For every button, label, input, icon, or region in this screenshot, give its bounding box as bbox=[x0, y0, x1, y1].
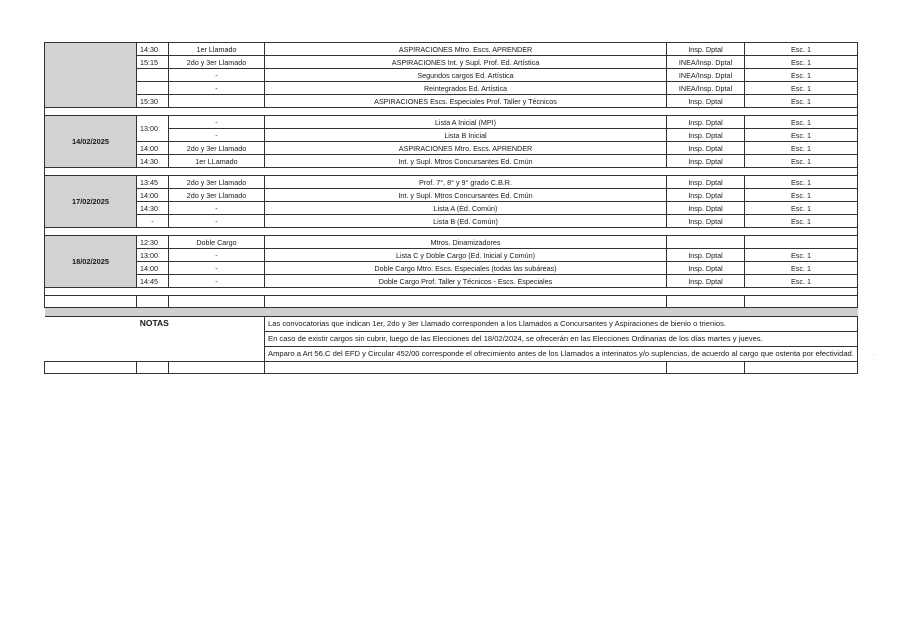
call-cell: 1er LLamado bbox=[169, 155, 265, 168]
inspection-cell: Insp. Dptal bbox=[667, 189, 745, 202]
time-cell: 13:00 bbox=[137, 249, 169, 262]
inspection-cell: INEA/Insp. Dptal bbox=[667, 56, 745, 69]
table-row bbox=[45, 176, 858, 189]
table-row bbox=[45, 116, 858, 129]
inspection-cell: Insp. Dptal bbox=[667, 43, 745, 56]
call-cell: - bbox=[169, 82, 265, 95]
call-cell: 2do y 3er Llamado bbox=[169, 176, 265, 189]
date-cell: 14/02/2025 bbox=[45, 116, 137, 168]
date-cell: 18/02/2025 bbox=[45, 236, 137, 288]
call-cell: Doble Cargo bbox=[169, 236, 265, 249]
call-cell bbox=[169, 95, 265, 108]
empty-cell bbox=[169, 362, 265, 374]
note-item: Amparo a Art 56.C del EFD y Circular 452/00 corresponde el ofrecimiento antes de los Llamados a interinatos y/o suplencias, de acuerdo al cargo que ostenta por efectividad. bbox=[265, 347, 858, 362]
date-cell bbox=[45, 43, 137, 108]
time-cell: 14:30 bbox=[137, 43, 169, 56]
time-cell: 14:30 bbox=[137, 155, 169, 168]
school-cell: Esc. 1 bbox=[745, 56, 858, 69]
call-cell: - bbox=[169, 129, 265, 142]
inspection-cell: Insp. Dptal bbox=[667, 275, 745, 288]
table-row bbox=[45, 249, 858, 262]
empty-cell bbox=[745, 362, 858, 374]
description-cell: Doble Cargo Mtro. Escs. Especiales (todas las subáreas) bbox=[265, 262, 667, 275]
gray-band bbox=[45, 308, 858, 317]
inspection-cell: Insp. Dptal bbox=[667, 116, 745, 129]
table-row bbox=[45, 155, 858, 168]
description-cell: Lista C y Doble Cargo (Ed. Inicial y Común) bbox=[265, 249, 667, 262]
time-cell bbox=[137, 69, 169, 82]
time-cell: 15:15 bbox=[137, 56, 169, 69]
inspection-cell: Insp. Dptal bbox=[667, 202, 745, 215]
school-cell: Esc. 1 bbox=[745, 202, 858, 215]
inspection-cell: Insp. Dptal bbox=[667, 142, 745, 155]
time-cell: 15:30 bbox=[137, 95, 169, 108]
schedule-table bbox=[44, 42, 858, 374]
call-cell: - bbox=[169, 275, 265, 288]
call-cell: 2do y 3er Llamado bbox=[169, 56, 265, 69]
table-row bbox=[45, 43, 858, 56]
description-cell: Segundos cargos Ed. Artística bbox=[265, 69, 667, 82]
empty-cell bbox=[137, 296, 169, 308]
inspection-cell: Insp. Dptal bbox=[667, 215, 745, 228]
description-cell: Lista B Inicial bbox=[265, 129, 667, 142]
description-cell: Mtros. Dinamizadores bbox=[265, 236, 667, 249]
empty-cell bbox=[265, 362, 667, 374]
school-cell: Esc. 1 bbox=[745, 69, 858, 82]
call-cell: - bbox=[169, 262, 265, 275]
separator-row bbox=[45, 288, 858, 296]
time-cell: 13:00 bbox=[137, 116, 169, 142]
table-row bbox=[45, 142, 858, 155]
school-cell: Esc. 1 bbox=[745, 249, 858, 262]
school-cell: Esc. 1 bbox=[745, 189, 858, 202]
time-cell: 14:00 bbox=[137, 262, 169, 275]
call-cell: - bbox=[169, 215, 265, 228]
table-row bbox=[45, 189, 858, 202]
inspection-cell: Insp. Dptal bbox=[667, 249, 745, 262]
call-cell: - bbox=[169, 249, 265, 262]
description-cell: ASPIRACIONES Mtro. Escs. APRENDER bbox=[265, 43, 667, 56]
inspection-cell: INEA/Insp. Dptal bbox=[667, 82, 745, 95]
table-row bbox=[45, 95, 858, 108]
empty-cell bbox=[745, 296, 858, 308]
school-cell: Esc. 1 bbox=[745, 142, 858, 155]
description-cell: ASPIRACIONES Int. y Supl. Prof. Ed. Artística bbox=[265, 56, 667, 69]
time-cell: 14:00 bbox=[137, 142, 169, 155]
time-cell: 14:30 bbox=[137, 202, 169, 215]
inspection-cell: INEA/Insp. Dptal bbox=[667, 69, 745, 82]
school-cell: Esc. 1 bbox=[745, 262, 858, 275]
school-cell bbox=[745, 236, 858, 249]
inspection-cell: Insp. Dptal bbox=[667, 176, 745, 189]
description-cell: Reintegrados Ed. Artística bbox=[265, 82, 667, 95]
description-cell: Int. y Supl. Mtros Concursantes Ed. Cmún bbox=[265, 189, 667, 202]
separator-cell bbox=[45, 168, 858, 176]
empty-row bbox=[45, 362, 858, 374]
time-cell: 14:00 bbox=[137, 189, 169, 202]
inspection-cell: Insp. Dptal bbox=[667, 95, 745, 108]
table-row bbox=[45, 236, 858, 249]
call-cell: - bbox=[169, 116, 265, 129]
school-cell: Esc. 1 bbox=[745, 43, 858, 56]
empty-cell bbox=[137, 362, 169, 374]
separator-row bbox=[45, 228, 858, 236]
table-row bbox=[45, 262, 858, 275]
table-row bbox=[45, 56, 858, 69]
school-cell: Esc. 1 bbox=[745, 155, 858, 168]
description-cell: ASPIRACIONES Escs. Especiales Prof. Taller y Técnicos bbox=[265, 95, 667, 108]
school-cell: Esc. 1 bbox=[745, 95, 858, 108]
inspection-cell: Insp. Dptal bbox=[667, 262, 745, 275]
table-row bbox=[45, 202, 858, 215]
time-cell: 12:30 bbox=[137, 236, 169, 249]
call-cell: 1er Llamado bbox=[169, 43, 265, 56]
school-cell: Esc. 1 bbox=[745, 215, 858, 228]
time-cell bbox=[137, 82, 169, 95]
empty-row bbox=[45, 296, 858, 308]
empty-cell bbox=[265, 296, 667, 308]
table-row bbox=[45, 215, 858, 228]
empty-cell bbox=[667, 296, 745, 308]
separator-cell bbox=[45, 108, 858, 116]
call-cell: - bbox=[169, 202, 265, 215]
time-cell: - bbox=[137, 215, 169, 228]
description-cell: Lista A Inicial (MPI) bbox=[265, 116, 667, 129]
inspection-cell bbox=[667, 236, 745, 249]
schedule-sheet bbox=[44, 42, 857, 374]
separator-cell bbox=[45, 288, 858, 296]
notes-title: NOTAS bbox=[139, 318, 169, 328]
empty-cell bbox=[45, 362, 137, 374]
notes-row bbox=[45, 317, 858, 332]
separator-row bbox=[45, 168, 858, 176]
call-cell: 2do y 3er Llamado bbox=[169, 142, 265, 155]
date-cell: 17/02/2025 bbox=[45, 176, 137, 228]
call-cell: - bbox=[169, 69, 265, 82]
gray-band-cell bbox=[45, 308, 858, 317]
description-cell: Prof. 7°, 8° y 9° grado C.B.R. bbox=[265, 176, 667, 189]
call-cell: 2do y 3er Llamado bbox=[169, 189, 265, 202]
inspection-cell: Insp. Dptal bbox=[667, 129, 745, 142]
school-cell: Esc. 1 bbox=[745, 82, 858, 95]
description-cell: ASPIRACIONES Mtro. Escs. APRENDER bbox=[265, 142, 667, 155]
table-row bbox=[45, 82, 858, 95]
empty-cell bbox=[45, 296, 137, 308]
table-row bbox=[45, 275, 858, 288]
school-cell: Esc. 1 bbox=[745, 176, 858, 189]
description-cell: Lista B (Ed. Común) bbox=[265, 215, 667, 228]
school-cell: Esc. 1 bbox=[745, 275, 858, 288]
description-cell: Lista A (Ed. Común) bbox=[265, 202, 667, 215]
time-cell: 14:45 bbox=[137, 275, 169, 288]
scan-mark: · bbox=[873, 352, 875, 358]
table-row bbox=[45, 69, 858, 82]
time-cell: 13:45 bbox=[137, 176, 169, 189]
empty-cell bbox=[169, 296, 265, 308]
school-cell: Esc. 1 bbox=[745, 116, 858, 129]
school-cell: Esc. 1 bbox=[745, 129, 858, 142]
inspection-cell: Insp. Dptal bbox=[667, 155, 745, 168]
description-cell: Doble Cargo Prof. Taller y Técnicos - Escs. Especiales bbox=[265, 275, 667, 288]
empty-cell bbox=[667, 362, 745, 374]
description-cell: Int. y Supl. Mtros Concursantes Ed. Cmún bbox=[265, 155, 667, 168]
separator-cell bbox=[45, 228, 858, 236]
note-item: Las convocatorias que indican 1er, 2do y 3er Llamado corresponden a los Llamados a Concursantes y Aspiraciones de bienio o trienios. bbox=[265, 317, 858, 332]
note-item: En caso de existir cargos sin cubrir, luego de las Elecciones del 18/02/2024, se ofrecerán en las Elecciones Ordinarias de los días martes y jueves. bbox=[265, 332, 858, 347]
separator-row bbox=[45, 108, 858, 116]
